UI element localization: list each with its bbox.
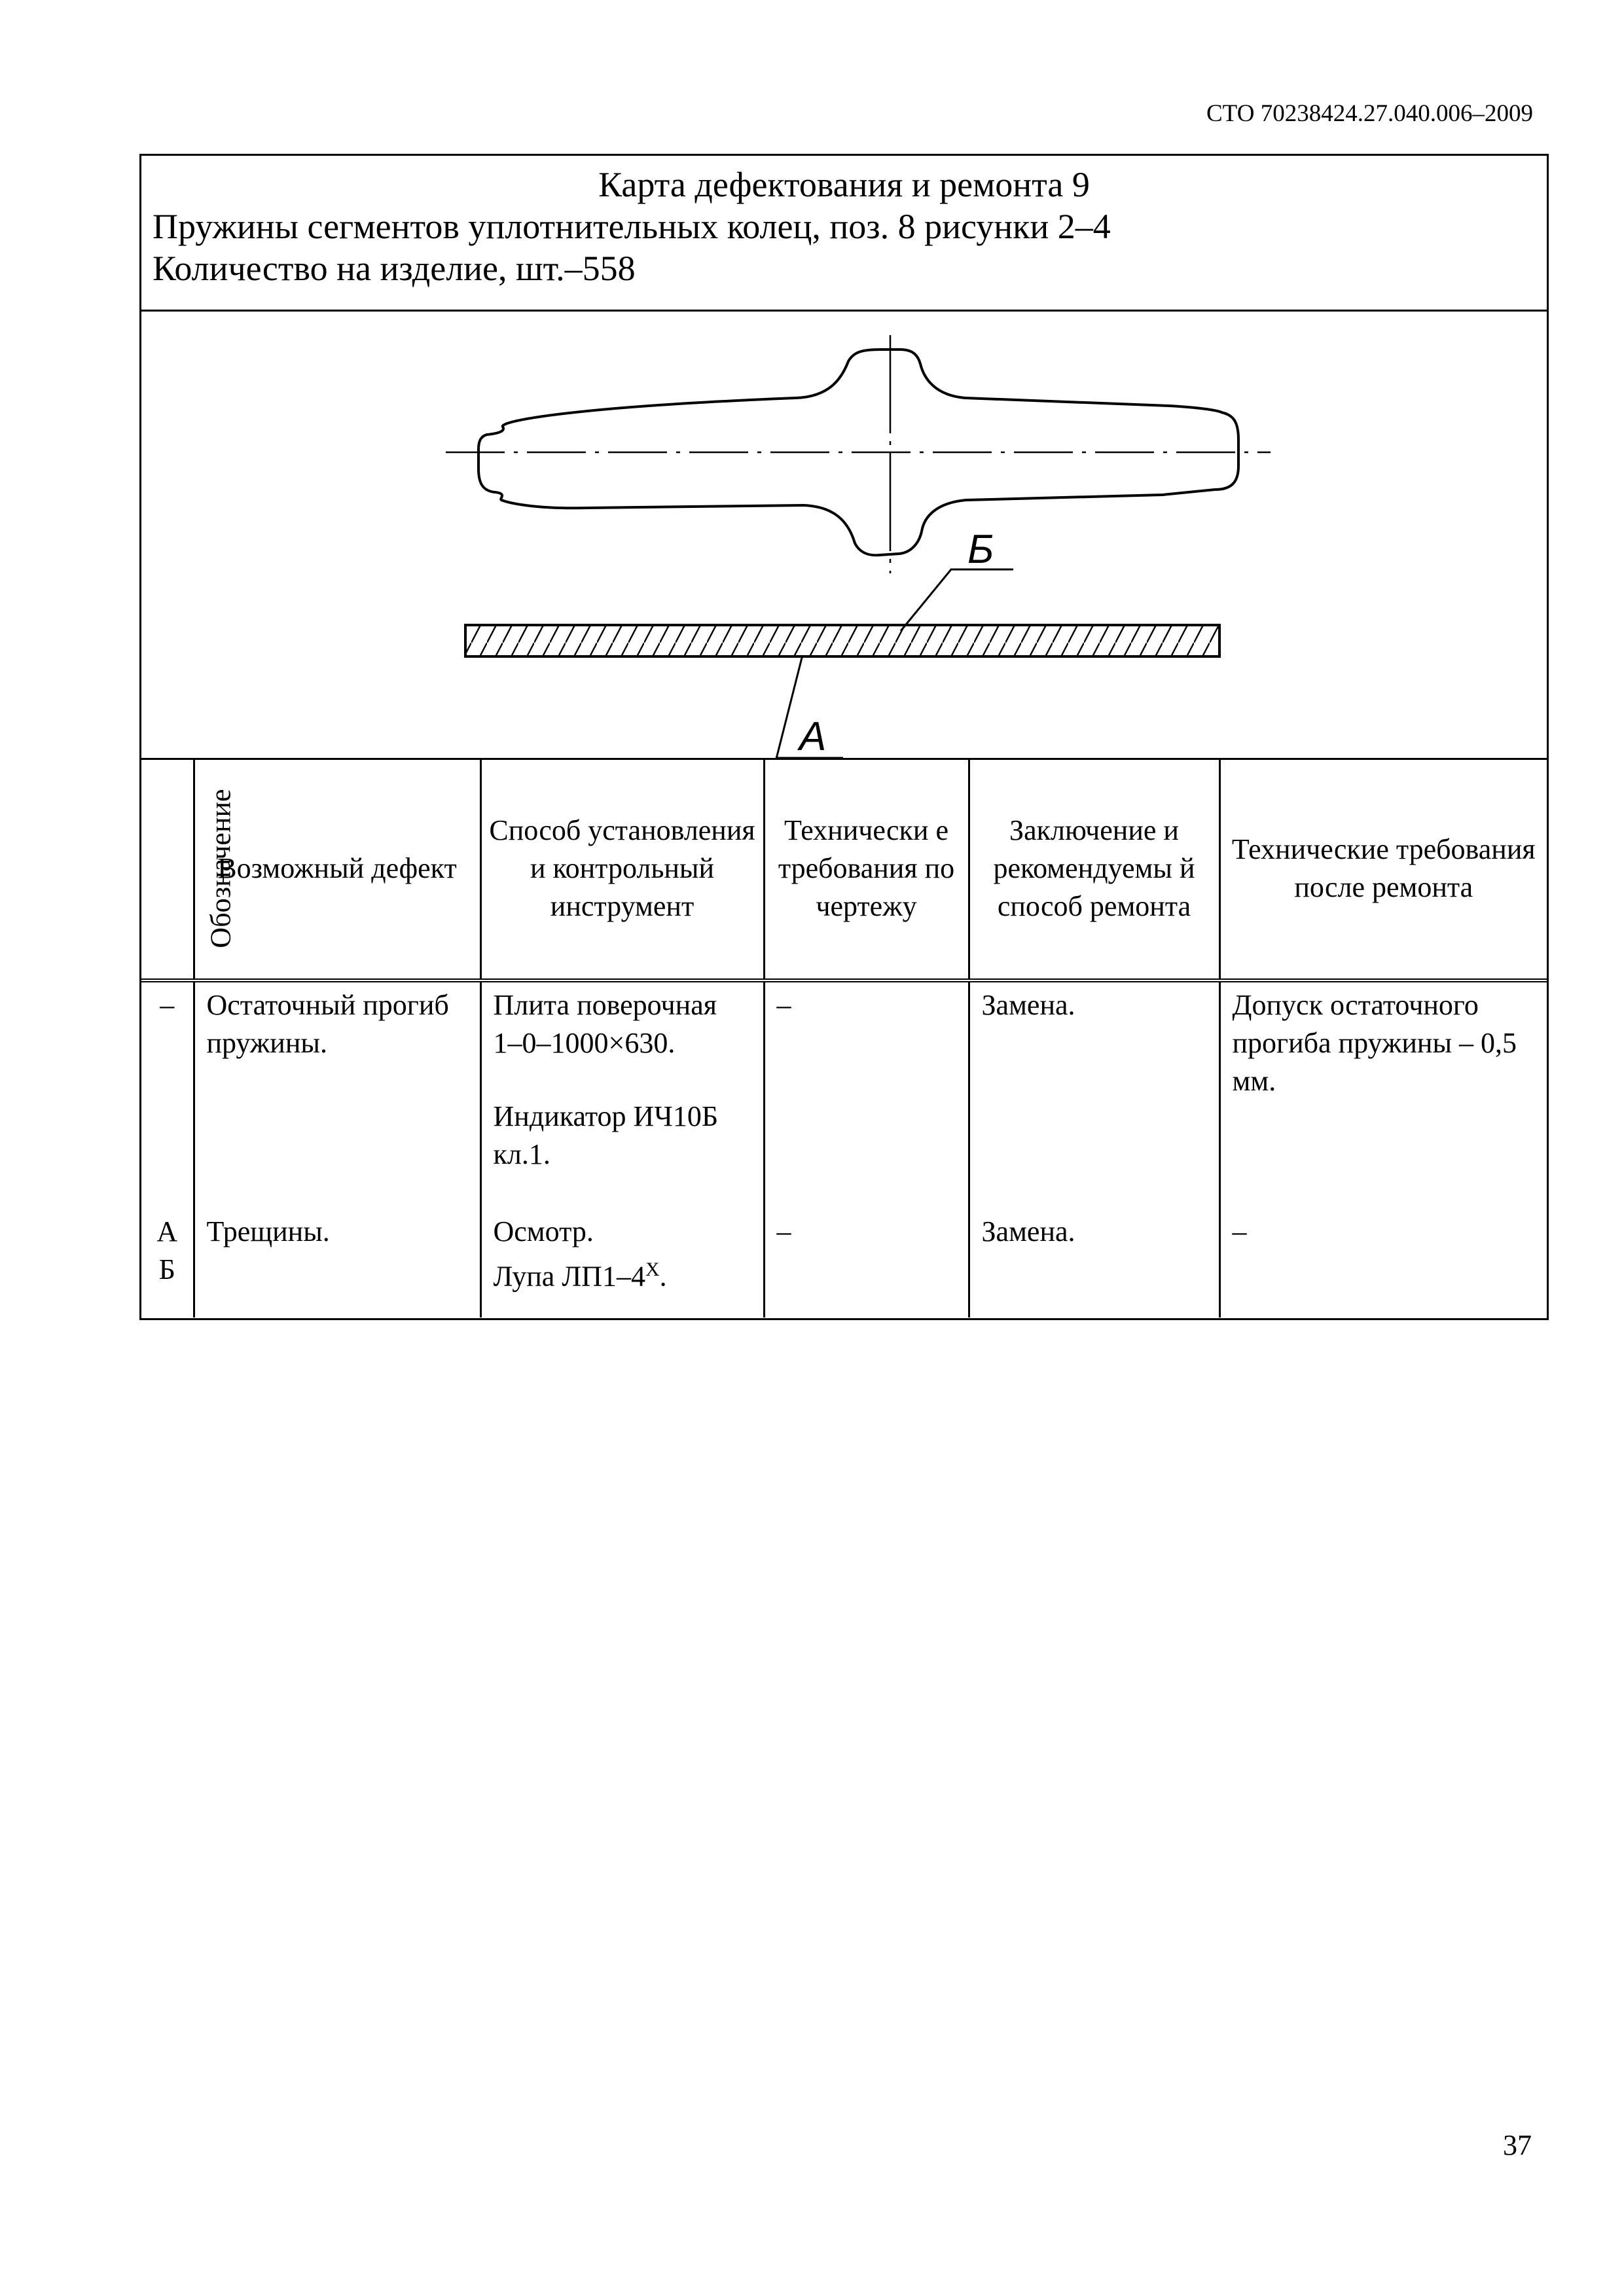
cell-method: [480, 1209, 764, 1318]
cell-defect: Остаточный прогиб пружины.: [194, 980, 480, 1209]
card-header: [141, 156, 1547, 312]
method-text: Лупа $ЛП1-4^Х$.: [493, 1259, 667, 1293]
cell-method: [480, 980, 764, 1209]
cell-after-repair: Допуск остаточного прогиба пружины – 0,5 мм.: [1219, 980, 1547, 1209]
magnification-superscript: Х: [645, 1259, 660, 1280]
card-title: Карта дефектования и ремонта 9: [598, 165, 1090, 204]
quantity-line: Количество на изделие, шт.–558: [153, 249, 636, 288]
page-number: 37: [1503, 2129, 1532, 2161]
code-text: Б: [158, 1253, 175, 1285]
cell-after-repair: –: [1219, 1209, 1547, 1318]
cell-conclusion: Замена.: [969, 1209, 1219, 1318]
cell-code: [141, 1209, 194, 1318]
header-tech-req: Технически е требования по чертежу: [764, 758, 969, 980]
header-conclusion: Заключение и рекомендуемы й способ ремонта: [969, 758, 1219, 980]
header-designation: Обозначение: [141, 758, 194, 980]
method-text: Индикатор ИЧ10Б кл.1.: [493, 1100, 719, 1170]
table-row: [141, 980, 1547, 1209]
spring-top-view: [456, 312, 488, 347]
spring-side-view: [465, 625, 1219, 656]
part-name: Пружины сегментов уплотнительных колец, поз. 8 рисунки 2–4: [153, 207, 1111, 246]
cell-conclusion: Замена.: [969, 980, 1219, 1209]
document-code: СТО 70238424.27.040.006–2009: [1206, 100, 1533, 127]
spring-sketch: [141, 312, 1547, 758]
cell-defect: Трещины.: [194, 1209, 480, 1318]
defects-table: [141, 758, 1547, 1318]
cell-tech-req: –: [764, 980, 969, 1209]
label-b: Б: [967, 527, 994, 572]
cell-tech-req: –: [764, 1209, 969, 1318]
code-text: А: [156, 1215, 178, 1247]
header-defect: Возможный дефект: [194, 758, 480, 980]
cell-code: –: [160, 989, 175, 1021]
part-drawing: [141, 312, 1547, 760]
header-method: Способ установления и контрольный инструмент: [480, 758, 764, 980]
defect-card: [139, 154, 1549, 1320]
leader-b: [901, 569, 1013, 631]
method-text: Плита поверочная 1–0–1000×630.: [493, 989, 717, 1059]
method-text: Осмотр.: [493, 1215, 594, 1247]
header-after-repair: Технические требования после ремонта: [1219, 758, 1547, 980]
table-row: [141, 1209, 1547, 1318]
table-header-row: [141, 758, 1547, 980]
label-a: А: [799, 714, 827, 758]
leader-a: [776, 655, 803, 758]
